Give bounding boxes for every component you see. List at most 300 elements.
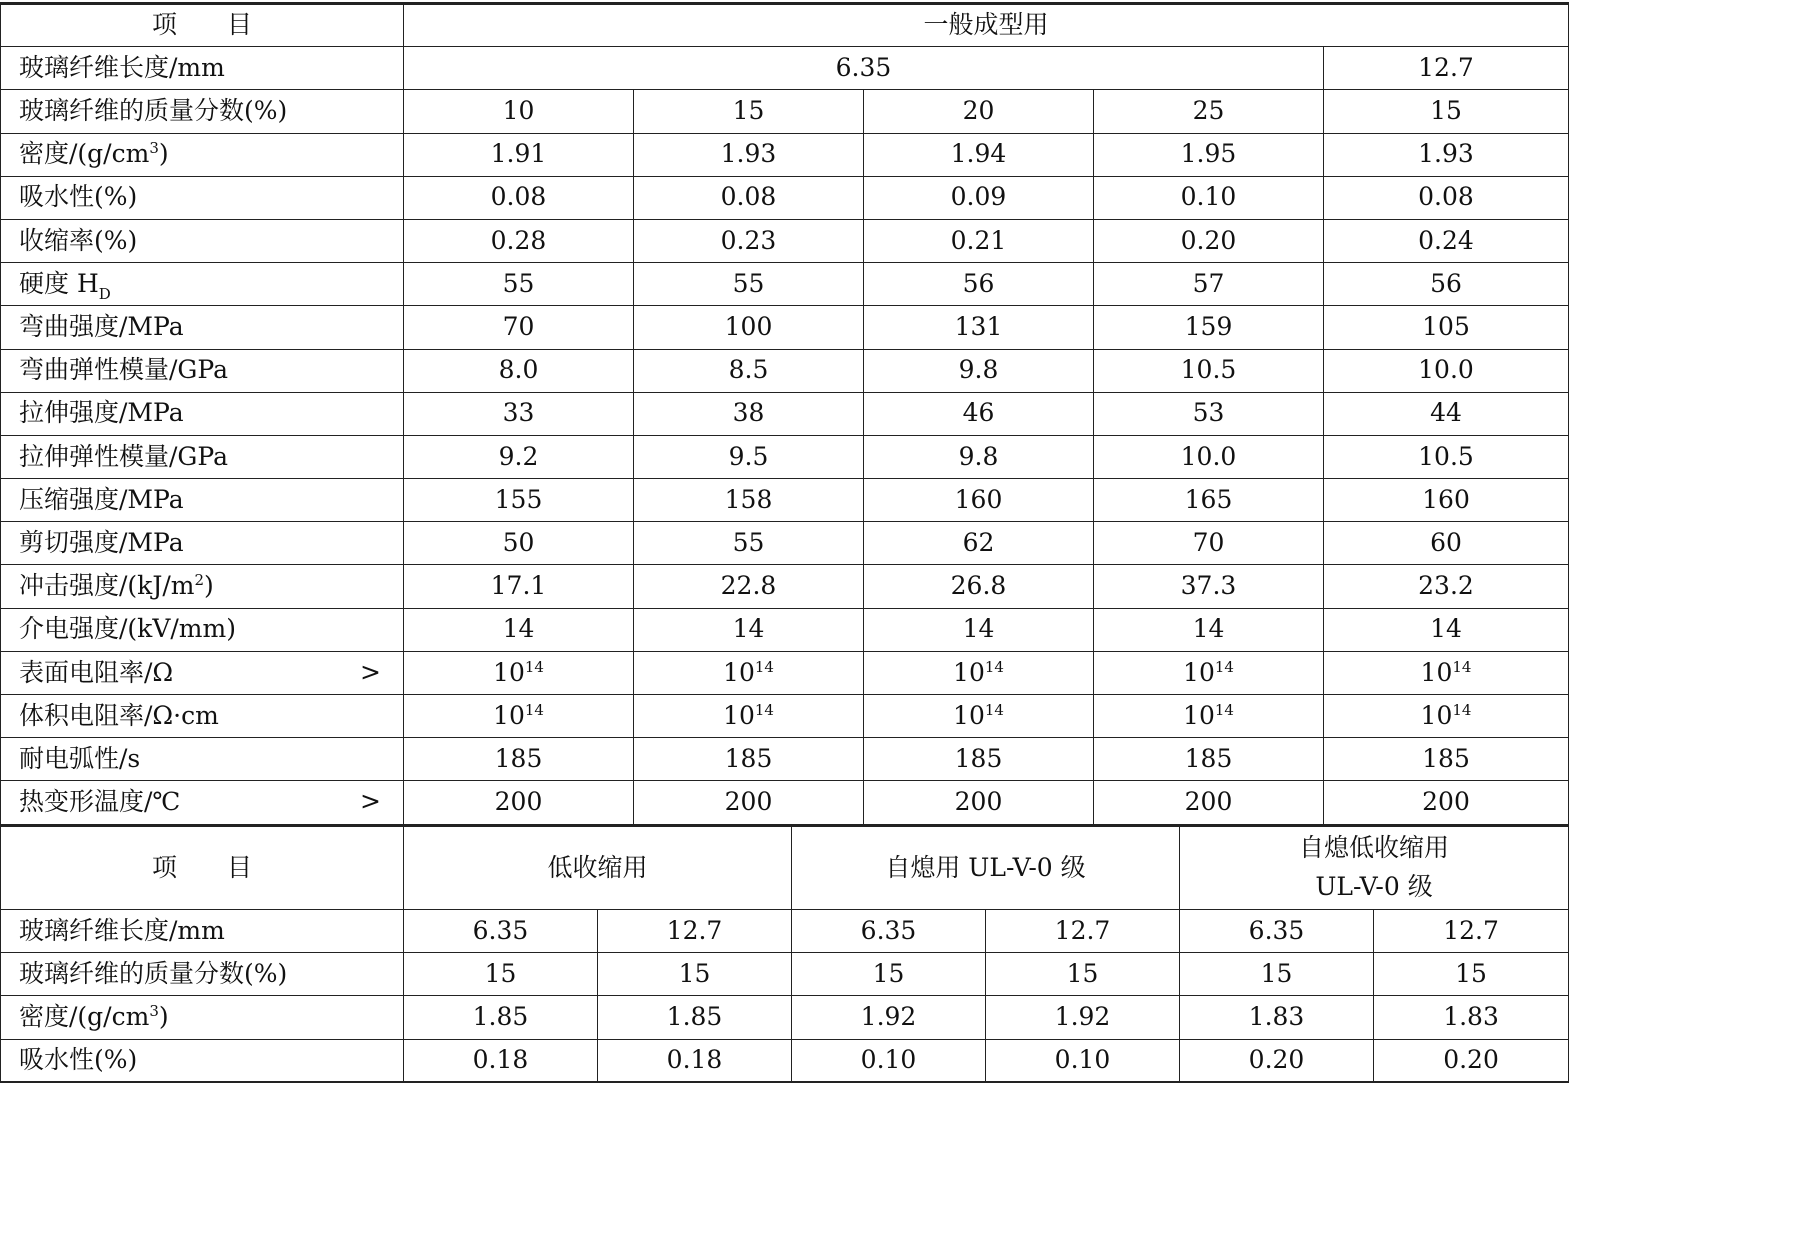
value-cell [634,133,864,176]
value-cell [404,738,634,781]
value-cell [634,349,864,392]
item-header: 项 目 [1,4,404,47]
row-label [1,176,404,219]
value-text: 1.93 [720,139,777,169]
value-text: 1.85 [472,1002,529,1032]
value-text: 10 [1183,700,1215,730]
table-row [1,479,1569,522]
table-row [1,349,1569,392]
value-cell [634,435,864,478]
value-text: 1.83 [1443,1002,1499,1032]
item-header: 项 目 [1,826,404,910]
value-cell [404,781,634,824]
table-row [1,435,1569,478]
value-cell [1324,435,1569,478]
value-exponent: 14 [1214,657,1234,676]
value-text: 185 [1184,743,1233,773]
value-cell [404,1039,598,1082]
value-text: 0.21 [950,225,1007,255]
value-text: 9.5 [728,441,769,471]
value-cell [634,522,864,565]
value-text: 1.85 [666,1002,723,1032]
row-label-text: 弯曲强度/MPa [19,312,184,342]
value-cell [404,910,598,953]
value-text: 70 [1192,527,1225,557]
row-label [1,608,404,651]
value-text: 10 [953,700,985,730]
row-label-text: 冲击强度/(kJ/m [19,571,195,601]
value-text: 0.08 [1418,182,1474,212]
value-cell [634,176,864,219]
table-row [1,996,1569,1039]
value-cell [1094,133,1324,176]
value-text: 55 [732,527,765,557]
table-row [1,522,1569,565]
value-text: 185 [1422,743,1470,773]
properties-table-special [0,824,1569,1083]
value-cell [792,910,986,953]
value-text: 10 [502,96,535,126]
value-text: 0.23 [720,225,777,255]
value-cell [1374,996,1569,1039]
row-label-text: 收缩率(%) [19,225,138,255]
value-cell [634,263,864,306]
value-cell [634,90,864,133]
value-text: 44 [1430,398,1462,428]
value-text: 0.20 [1443,1045,1499,1075]
value-text: 53 [1192,398,1225,428]
value-text: 200 [1422,787,1470,817]
row-label-tail: ) [158,139,169,169]
value-text: 160 [1422,484,1470,514]
row-label [1,133,404,176]
value-cell [598,1039,792,1082]
table-header-row [1,4,1569,47]
value-text: 10 [493,700,525,730]
value-cell [404,219,634,262]
value-cell [404,953,598,996]
value-cell [1324,522,1569,565]
row-label [1,435,404,478]
value-cell [986,1039,1180,1082]
value-text: 10 [493,657,525,687]
value-text: 185 [724,743,773,773]
table-row [1,176,1569,219]
value-cell [1094,738,1324,781]
value-text: 159 [1184,312,1233,342]
value-cell [864,263,1094,306]
value-cell [1324,781,1569,824]
value-cell [598,996,792,1039]
value-cell [1324,608,1569,651]
value-text: 100 [724,312,773,342]
row-label-text: 吸水性(%) [19,182,138,212]
value-cell [404,349,634,392]
value-text: 1.92 [1054,1002,1111,1032]
value-cell [1180,1039,1374,1082]
value-text: 50 [502,527,535,557]
value-text: 0.24 [1418,225,1474,255]
value-text: 37.3 [1180,571,1237,601]
row-label-text: 介电强度/(kV/mm) [19,614,236,644]
row-label [1,306,404,349]
value-cell [864,608,1094,651]
value-cell [634,306,864,349]
row-label [1,565,404,608]
value-text: 55 [502,268,535,298]
value-text: 10 [1420,700,1453,730]
greater-than-sign: > [360,787,381,817]
value-text: 200 [724,787,773,817]
table-row [1,651,1569,694]
value-text: 0.08 [490,182,547,212]
row-label-text: 玻璃纤维的质量分数(%) [19,958,288,988]
value-text: 38 [732,398,765,428]
group-header-self-extinguishing: 自熄用 UL-V-0 级 [792,826,1180,910]
value-text: 1.92 [860,1002,917,1032]
value-exponent: 14 [1452,700,1472,719]
value-cell [598,953,792,996]
group-header-low-shrink: 低收缩用 [404,826,792,910]
value-cell [864,651,1094,694]
value-text: 105 [1422,312,1470,342]
table-row [1,565,1569,608]
value-cell [404,263,634,306]
value-cell [634,781,864,824]
value-text: 12.7 [666,915,723,945]
value-text: 14 [1192,614,1225,644]
value-cell [864,133,1094,176]
row-label-text: 吸水性(%) [19,1045,138,1075]
value-text: 0.18 [666,1045,723,1075]
value-cell [404,176,634,219]
value-text: 10 [1420,657,1453,687]
row-label-text: 拉伸强度/MPa [19,398,184,428]
value-text: 56 [1430,268,1462,298]
table-row [1,738,1569,781]
row-label [1,90,404,133]
value-text: 15 [1455,958,1487,988]
value-cell [634,651,864,694]
value-cell [1374,910,1569,953]
value-cell [634,392,864,435]
value-text: 12.7 [1418,52,1474,82]
value-cell [986,996,1180,1039]
table-row [1,1039,1569,1082]
value-text: 0.08 [720,182,777,212]
row-label-tail: ) [204,571,214,601]
value-cell [404,306,634,349]
value-text: 20 [962,96,995,126]
value-text: 15 [1066,958,1099,988]
value-text: 185 [954,743,1003,773]
table-row [1,219,1569,262]
value-cell [1374,1039,1569,1082]
row-label-superscript: 2 [194,571,205,590]
value-text: 155 [494,484,543,514]
row-label [1,479,404,522]
row-label [1,47,404,90]
value-text: 57 [1192,268,1225,298]
row-label-subscript: D [98,284,111,303]
row-label-text: 密度/(g/cm [19,139,150,169]
value-text: 46 [962,398,995,428]
value-cell [864,479,1094,522]
value-cell [1324,392,1569,435]
value-text: 12.7 [1054,915,1111,945]
value-text: 17.1 [490,571,547,601]
row-label [1,349,404,392]
table-row [1,306,1569,349]
value-text: 200 [1184,787,1233,817]
table-row [1,392,1569,435]
value-cell [986,910,1180,953]
value-exponent: 14 [984,657,1004,676]
value-text: 8.0 [498,355,539,385]
value-exponent: 14 [984,700,1004,719]
value-cell [404,651,634,694]
value-cell [404,996,598,1039]
value-text: 14 [732,614,765,644]
value-text: 1.95 [1180,139,1237,169]
value-text: 200 [494,787,543,817]
value-text: 60 [1430,527,1462,557]
value-text: 9.8 [958,441,999,471]
value-text: 10 [723,700,755,730]
value-cell [1094,608,1324,651]
value-cell [1094,435,1324,478]
value-cell [1094,176,1324,219]
table-row [1,263,1569,306]
value-text: 55 [732,268,765,298]
value-cell [1324,176,1569,219]
value-text: 6.35 [1248,915,1305,945]
value-cell [1324,306,1569,349]
row-label-text: 体积电阻率/Ω·cm [19,700,219,730]
value-text: 131 [954,312,1003,342]
value-text: 8.5 [728,355,769,385]
table-row [1,133,1569,176]
value-cell [864,306,1094,349]
value-cell [1094,219,1324,262]
value-cell [1324,263,1569,306]
value-text: 56 [962,268,995,298]
value-exponent: 14 [754,657,774,676]
row-label [1,263,404,306]
table-header-row [1,826,1569,910]
value-cell [864,695,1094,738]
value-text: 0.18 [472,1045,529,1075]
value-cell [792,996,986,1039]
row-label-text: 玻璃纤维长度/mm [19,915,225,945]
value-text: 9.8 [958,355,999,385]
value-text: 0.10 [1054,1045,1111,1075]
value-cell [864,176,1094,219]
value-text: 15 [1430,96,1462,126]
value-text: 10 [723,657,755,687]
value-text: 0.20 [1180,225,1237,255]
value-cell [404,479,634,522]
value-text: 15 [732,96,765,126]
value-text: 22.8 [720,571,777,601]
value-text: 10 [953,657,985,687]
row-label [1,651,404,694]
value-cell [1094,306,1324,349]
value-cell [864,392,1094,435]
value-cell [634,219,864,262]
value-cell [1324,133,1569,176]
value-cell [864,522,1094,565]
value-cell [1324,565,1569,608]
row-label [1,781,404,824]
value-text: 26.8 [950,571,1007,601]
value-cell [792,953,986,996]
value-cell [864,90,1094,133]
value-cell [404,133,634,176]
row-label-text: 压缩强度/MPa [19,484,184,514]
row-label-text: 玻璃纤维长度/mm [19,52,225,82]
row-label-superscript: 3 [149,139,159,158]
value-exponent: 14 [524,657,544,676]
value-cell [864,349,1094,392]
row-label-text: 剪切强度/MPa [19,527,184,557]
value-text: 0.28 [490,225,547,255]
value-text: 15 [1260,958,1293,988]
value-cell [404,565,634,608]
value-cell [864,781,1094,824]
row-label [1,996,404,1039]
value-cell [404,608,634,651]
value-cell [1094,90,1324,133]
value-cell [1094,565,1324,608]
row-label-text: 拉伸弹性模量/GPa [19,441,228,471]
value-text: 15 [872,958,905,988]
value-text: 10.0 [1418,355,1474,385]
value-text: 10.0 [1180,441,1237,471]
value-text: 23.2 [1418,571,1474,601]
value-text: 200 [954,787,1003,817]
value-cell [634,565,864,608]
value-text: 70 [502,312,535,342]
value-cell [1094,781,1324,824]
row-label-text: 玻璃纤维的质量分数(%) [19,96,288,126]
value-exponent: 14 [754,700,774,719]
group-header-line: UL-V-0 级 [1315,872,1433,901]
value-cell [1094,651,1324,694]
value-cell [1324,738,1569,781]
value-text: 1.91 [490,139,547,169]
value-cell [1180,953,1374,996]
value-cell [864,565,1094,608]
group-header-general-molding: 一般成型用 [404,4,1569,47]
value-cell [1094,522,1324,565]
value-cell [1094,349,1324,392]
value-cell [404,90,634,133]
table-row [1,781,1569,824]
row-label [1,219,404,262]
value-text: 0.10 [1180,182,1237,212]
row-label-text: 硬度 H [19,268,99,298]
row-label-superscript: 3 [149,1002,159,1021]
value-text: 6.35 [860,915,917,945]
value-cell [1324,47,1569,90]
value-cell [634,479,864,522]
value-text: 9.2 [498,441,539,471]
table-row [1,910,1569,953]
value-text: 165 [1184,484,1233,514]
value-text: 33 [502,398,535,428]
row-label [1,1039,404,1082]
value-exponent: 14 [1452,657,1472,676]
value-cell [1324,695,1569,738]
row-label [1,392,404,435]
value-cell [1324,219,1569,262]
value-cell [1180,996,1374,1039]
properties-table-general [0,2,1569,825]
value-text: 0.20 [1248,1045,1305,1075]
value-cell [864,738,1094,781]
greater-than-sign: > [360,657,381,687]
value-exponent: 14 [524,700,544,719]
value-text: 15 [678,958,711,988]
value-text: 10.5 [1418,441,1474,471]
row-label [1,738,404,781]
row-label [1,522,404,565]
value-cell [1180,910,1374,953]
row-label [1,953,404,996]
value-text: 10 [1183,657,1215,687]
value-cell [598,910,792,953]
value-cell [404,47,1324,90]
value-cell [986,953,1180,996]
value-cell [1324,651,1569,694]
value-text: 1.93 [1418,139,1474,169]
row-label-text: 热变形温度/℃ [19,787,181,817]
value-text: 6.35 [835,52,892,82]
value-text: 0.09 [950,182,1007,212]
value-cell [634,738,864,781]
value-text: 14 [502,614,535,644]
value-cell [404,695,634,738]
value-text: 62 [962,527,995,557]
value-cell [404,435,634,478]
value-text: 158 [724,484,773,514]
row-label-tail: ) [158,1002,169,1032]
group-header-self-extinguishing-low-shrink [1180,826,1569,910]
value-cell [1094,392,1324,435]
row-label-text: 弯曲弹性模量/GPa [19,355,228,385]
value-text: 1.94 [950,139,1007,169]
row-label [1,910,404,953]
value-cell [1324,349,1569,392]
table-row [1,695,1569,738]
value-text: 14 [1430,614,1462,644]
value-cell [404,392,634,435]
value-text: 0.10 [860,1045,917,1075]
value-cell [1374,953,1569,996]
table-row [1,90,1569,133]
row-label [1,695,404,738]
value-cell [634,695,864,738]
value-cell [404,522,634,565]
row-label-text: 密度/(g/cm [19,1002,150,1032]
value-text: 12.7 [1443,915,1499,945]
value-cell [864,219,1094,262]
value-cell [1324,90,1569,133]
value-cell [864,435,1094,478]
value-text: 10.5 [1180,355,1237,385]
value-cell [634,608,864,651]
